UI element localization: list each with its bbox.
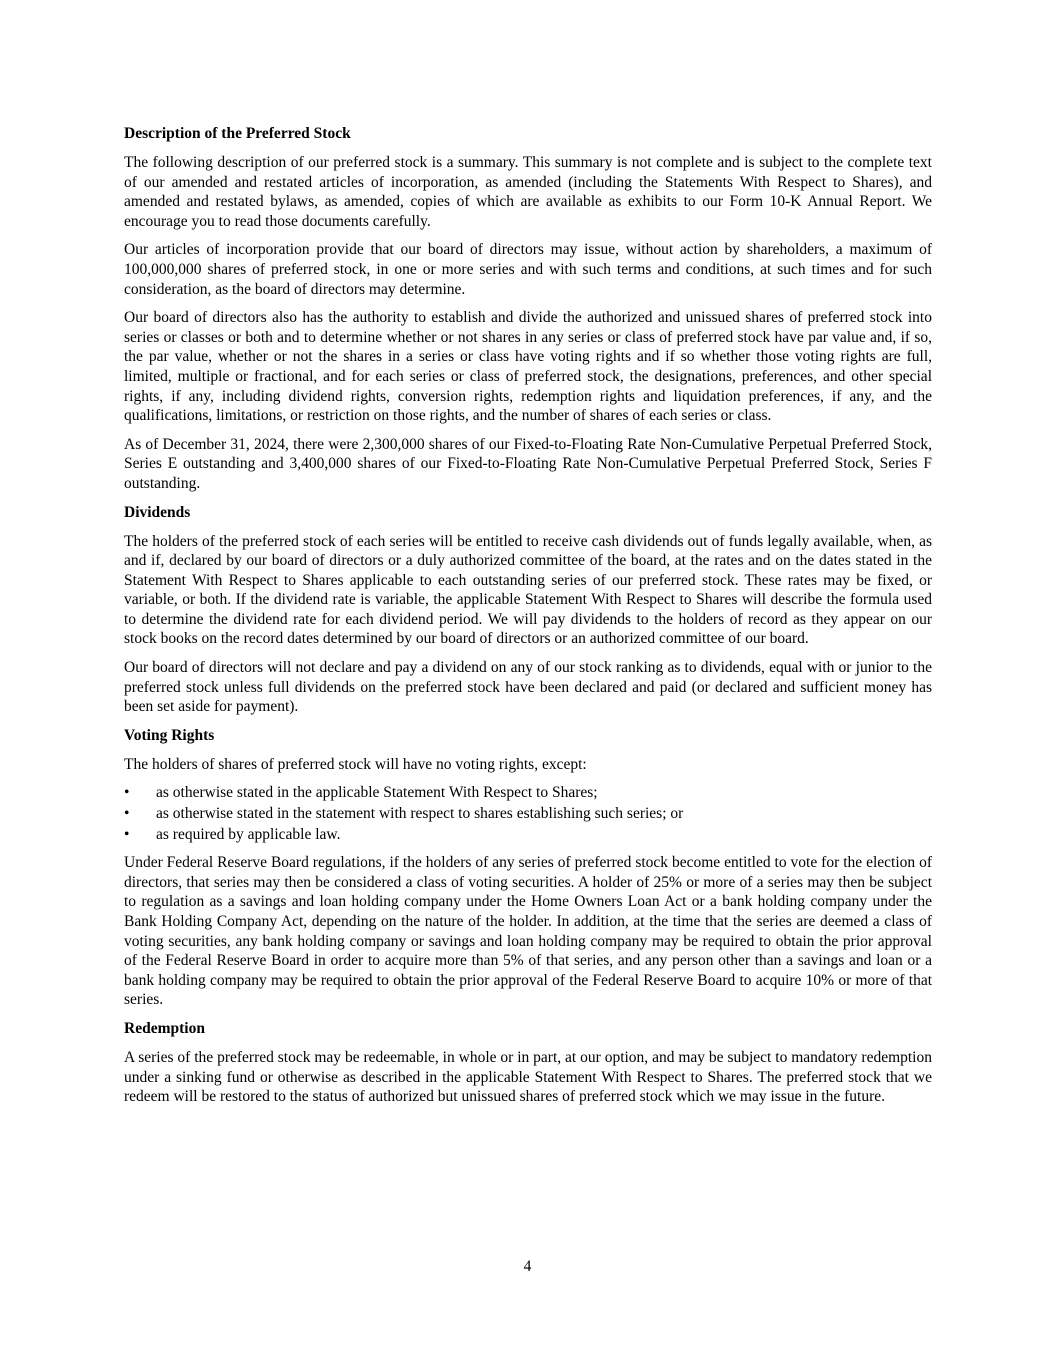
paragraph: A series of the preferred stock may be redeemable, in whole or in part, at our option, and may be subject to mandatory redemption under a sinking fund or otherwise as described in the applicable Statement With Respect to Shares. The preferred stock that we redeem will be restored to the status of authorized but unissued shares of preferred stock which we may issue in the future. — [124, 1048, 932, 1106]
section-heading-voting-rights: Voting Rights — [124, 726, 215, 744]
paragraph: The following description of our preferred stock is a summary. This summary is not complete and is subject to the complete text of our amended and restated articles of incorporation, as amended (including the Statements With Respect to Shares), and amended and restated bylaws, as amended, copies of which are available as exhibits to our Form 10-K Annual Report. We encourage you to read those documents carefully. — [124, 154, 932, 230]
section-heading-description: Description of the Preferred Stock — [124, 125, 351, 142]
list-item-text: as otherwise stated in the statement with respect to shares establishing such series; or — [156, 805, 684, 823]
bullet-icon: • — [124, 784, 130, 802]
paragraph: The holders of the preferred stock of each series will be entitled to receive cash dividends out of funds legally available, when, as and if, declared by our board of directors or a duly authorized committee of the board, at the rates and on the dates stated in the Statement With Respect to Shares applicable to each outstanding series of our preferred stock. These rates may be fixed, or variable, or both. If the dividend rate is variable, the applicable Statement With Respect to Shares will describe the formula used to determine the dividend rate for each dividend period. We will pay dividends to the holders of record as they appear on our stock books on the record dates determined by our board of directors or an authorized committee of our board. — [124, 532, 932, 648]
paragraph: Our board of directors will not declare and pay a dividend on any of our stock ranking as to dividends, equal with or junior to the preferred stock unless full dividends on the preferred stock have been declared and paid (or declared and sufficient money has been set aside for payment). — [124, 659, 932, 716]
bullet-icon: • — [124, 805, 130, 823]
section-heading-dividends: Dividends — [124, 503, 191, 521]
bullet-icon: • — [124, 825, 130, 843]
list-item — [124, 804, 932, 824]
list-item-text: as otherwise stated in the applicable Statement With Respect to Shares; — [156, 784, 598, 802]
bullet-list — [124, 783, 932, 844]
paragraph: Our board of directors also has the authority to establish and divide the authorized and unissued shares of preferred stock into series or classes or both and to determine whether or not shares in any series or class of preferred stock have par value and, if so, the par value, whether or not the shares in a series or class have voting rights and if so whether those voting rights are full, limited, multiple or fractional, and for each series or class of preferred stock, the designations, preferences, and other special rights, if any, including dividend rights, conversion rights, redemption rights and liquidation preferences, if any, and the qualifications, limitations, or restriction on those rights, and the number of shares of each series or class. — [124, 309, 932, 425]
list-item — [124, 825, 932, 845]
list-item — [124, 783, 932, 803]
paragraph: As of December 31, 2024, there were 2,300,000 shares of our Fixed-to-Floating Rate Non-Cumulative Perpetual Preferred Stock, Series E outstanding and 3,400,000 shares of our Fixed-to-Floating Rate Non-Cumulative Perpetual Preferred Stock, Series F outstanding. — [124, 435, 932, 492]
page-number: 4 — [523, 1258, 532, 1275]
paragraph: Our articles of incorporation provide that our board of directors may issue, without action by shareholders, a maximum of 100,000,000 shares of preferred stock, in one or more series and with such terms and conditions, at such times and for such consideration, as the board of directors may determine. — [124, 241, 932, 298]
paragraph: The holders of shares of preferred stock will have no voting rights, except: — [124, 755, 587, 773]
paragraph: Under Federal Reserve Board regulations, if the holders of any series of preferred stock become entitled to vote for the election of directors, that series may then be considered a class of voting securities. A holder of 25% or more of a series may then be subject to regulation as a savings and loan holding company under the Home Owners Loan Act or a bank holding company under the Bank Holding Company Act, depending on the nature of the holder. In addition, at the time that the series are deemed a class of voting securities, any bank holding company or savings and loan holding company may be required to obtain the prior approval of the Federal Reserve Board in order to acquire more than 5% of that series, and any person other than a savings and loan or a bank holding company may be required to obtain the prior approval of the Federal Reserve Board to acquire 10% or more of that series. — [124, 854, 932, 1009]
document-page — [124, 124, 932, 1116]
list-item-text: as required by applicable law. — [156, 825, 341, 843]
section-heading-redemption: Redemption — [124, 1019, 205, 1037]
